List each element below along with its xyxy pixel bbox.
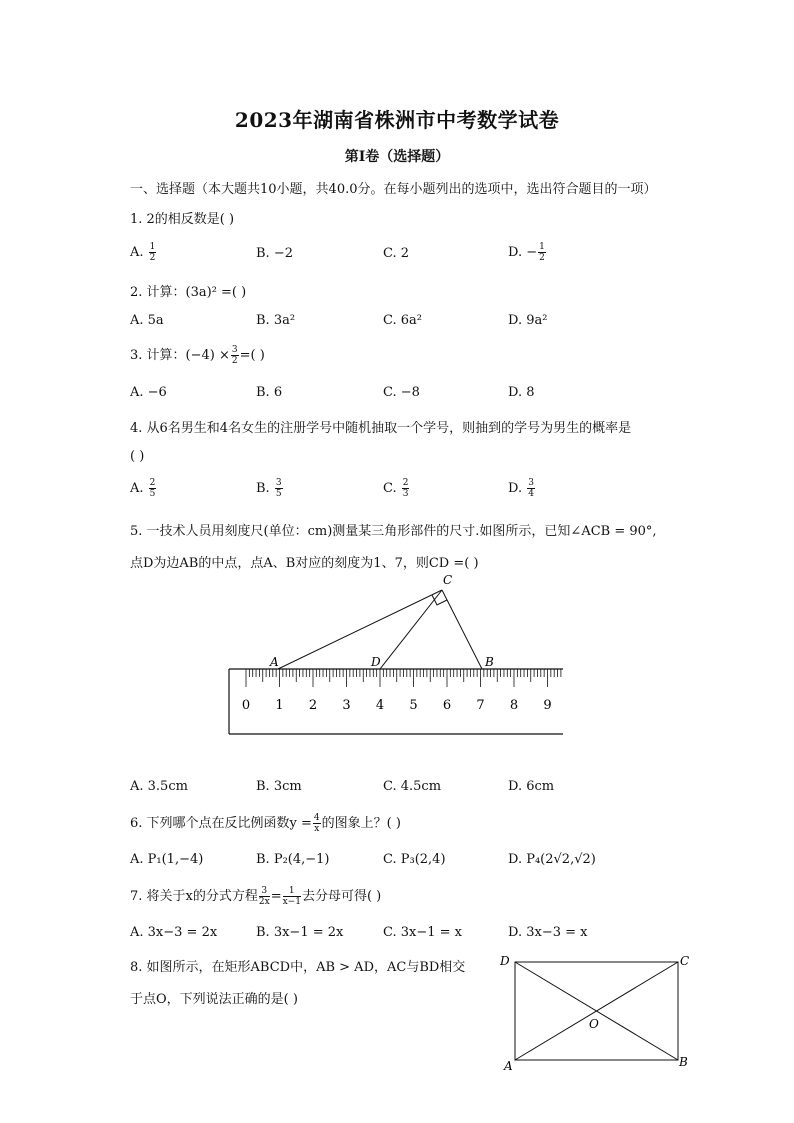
section-heading: 一、选择题（本大题共10小题，共40.0分。在每小题列出的选项中，选出符合题目的一项） [130,182,657,197]
label-c: C [680,954,690,968]
question-5-option-c: C. 4.5cm [383,779,442,794]
side-ac [278,590,442,669]
fraction: $\frac{3}{2}$ [231,345,238,366]
label-c: C [443,573,453,587]
label-a: A [504,1059,513,1073]
question-6-option-d: D. P₄(2√2,√2) [508,852,596,867]
ruler-ticks [246,669,561,687]
question-5-stem-line2: 点D为边AB的中点，点A、B对应的刻度为1、7，则CD =( ) [130,556,479,571]
label-o: O [589,1017,599,1031]
question-5-option-b: B. 3cm [256,779,302,794]
fraction: $\frac{3}{4}$ [528,478,534,499]
fraction: $\frac{3}{2x}$ [258,886,270,907]
label-b: B [679,1055,688,1069]
exam-title: 2023年湖南省株洲市中考数学试卷 [234,108,560,132]
question-3-stem: 3. 计算：(−4) × $\frac{3}{2}$ =( ) [130,345,265,366]
question-5-option-d: D. 6cm [508,779,555,794]
ruler-number: 8 [509,698,519,713]
ruler-triangle-figure [220,568,570,743]
question-4-option-b: B. $\frac{3}{5}$ [256,478,282,499]
side-cb [442,590,482,669]
question-3-option-a: A. −6 [130,385,167,400]
question-3-option-b: B. 6 [256,385,283,400]
question-6-option-a: A. P₁(1,−4) [130,852,204,867]
question-4-option-a: A. $\frac{2}{5}$ [130,478,156,499]
label-d: D [371,655,381,669]
segment-cd [380,590,442,669]
question-4-stem-line2: ( ) [130,449,145,464]
ruler-number: 1 [275,698,284,713]
question-5-option-a: A. 3.5cm [130,779,188,794]
question-6-option-c: C. P₃(2,4) [383,852,446,867]
question-2-stem: 2. 计算：(3a)² =( ) [130,285,247,300]
question-7-option-c: C. 3x−1 = x [383,925,463,940]
question-4-stem: 4. 从6名男生和4名女生的注册学号中随机抽取一个学号，则抽到的学号为男生的概率是 [130,421,632,436]
ruler-number: 5 [409,698,418,713]
ruler-number: 9 [543,698,552,713]
label-d: D [500,954,510,968]
question-7-option-b: B. 3x−1 = 2x [256,925,344,940]
question-5-stem: 5. 一技术人员用刻度尺(单位：cm)测量某三角形部件的尺寸.如图所示，已知∠ACB = 90°, [130,524,657,539]
fraction: $\frac{1}{2}$ [149,242,156,263]
fraction: $\frac{4}{x}$ [313,813,320,834]
fraction: $\frac{1}{2}$ [539,242,545,263]
ruler-number: 4 [375,698,385,713]
question-2-option-b: B. 3a² [256,313,296,328]
ruler-number: 6 [442,698,452,713]
question-3-option-c: C. −8 [383,385,420,400]
ruler-number: 3 [342,698,351,713]
fraction: $\frac{2}{3}$ [402,478,409,499]
volume-heading: 第Ⅰ卷（选择题） [344,149,450,165]
question-7-stem: 7. 将关于x的分式方程 $\frac{3}{2x}$ = $\frac{1}{x-1}$ 去分母可得( ) [130,886,382,907]
question-6-option-b: B. P₂(4,−1) [256,852,330,867]
label-a: A [270,655,279,669]
question-7-option-a: A. 3x−3 = 2x [130,925,218,940]
question-2-option-d: D. 9a² [508,313,548,328]
question-1-option-a: A. $\frac{1}{2}$ [130,242,156,263]
question-3-option-d: D. 8 [508,385,535,400]
question-6-stem: 6. 下列哪个点在反比例函数y = $\frac{4}{x}$ 的图象上？( ) [130,813,401,834]
question-7-option-d: D. 3x−3 = x [508,925,588,940]
fraction: $\frac{1}{x-1}$ [282,886,301,907]
fraction: $\frac{3}{5}$ [275,478,282,499]
question-1-option-c: C. 2 [383,246,410,261]
question-1-option-d: D. − $\frac{1}{2}$ [508,242,545,263]
question-8-stem: 8. 如图所示，在矩形ABCD中，AB > AD，AC与BD相交 [130,960,466,975]
fraction: $\frac{2}{5}$ [149,478,156,499]
question-1-option-b: B. −2 [256,246,293,261]
question-4-option-c: C. $\frac{2}{3}$ [383,478,409,499]
ruler-number: 0 [241,698,251,713]
question-4-option-d: D. $\frac{3}{4}$ [508,478,534,499]
question-1-stem: 1. 2的相反数是( ) [130,212,235,227]
ruler-numbers [242,698,552,713]
ruler-number: 7 [476,698,485,713]
question-2-option-c: C. 6a² [383,313,422,328]
question-8-stem-line2: 于点O，下列说法正确的是( ) [130,992,298,1007]
ruler-number: 2 [308,698,318,713]
question-2-option-a: A. 5a [130,313,164,328]
label-b: B [485,655,494,669]
rectangle-figure [495,950,695,1075]
